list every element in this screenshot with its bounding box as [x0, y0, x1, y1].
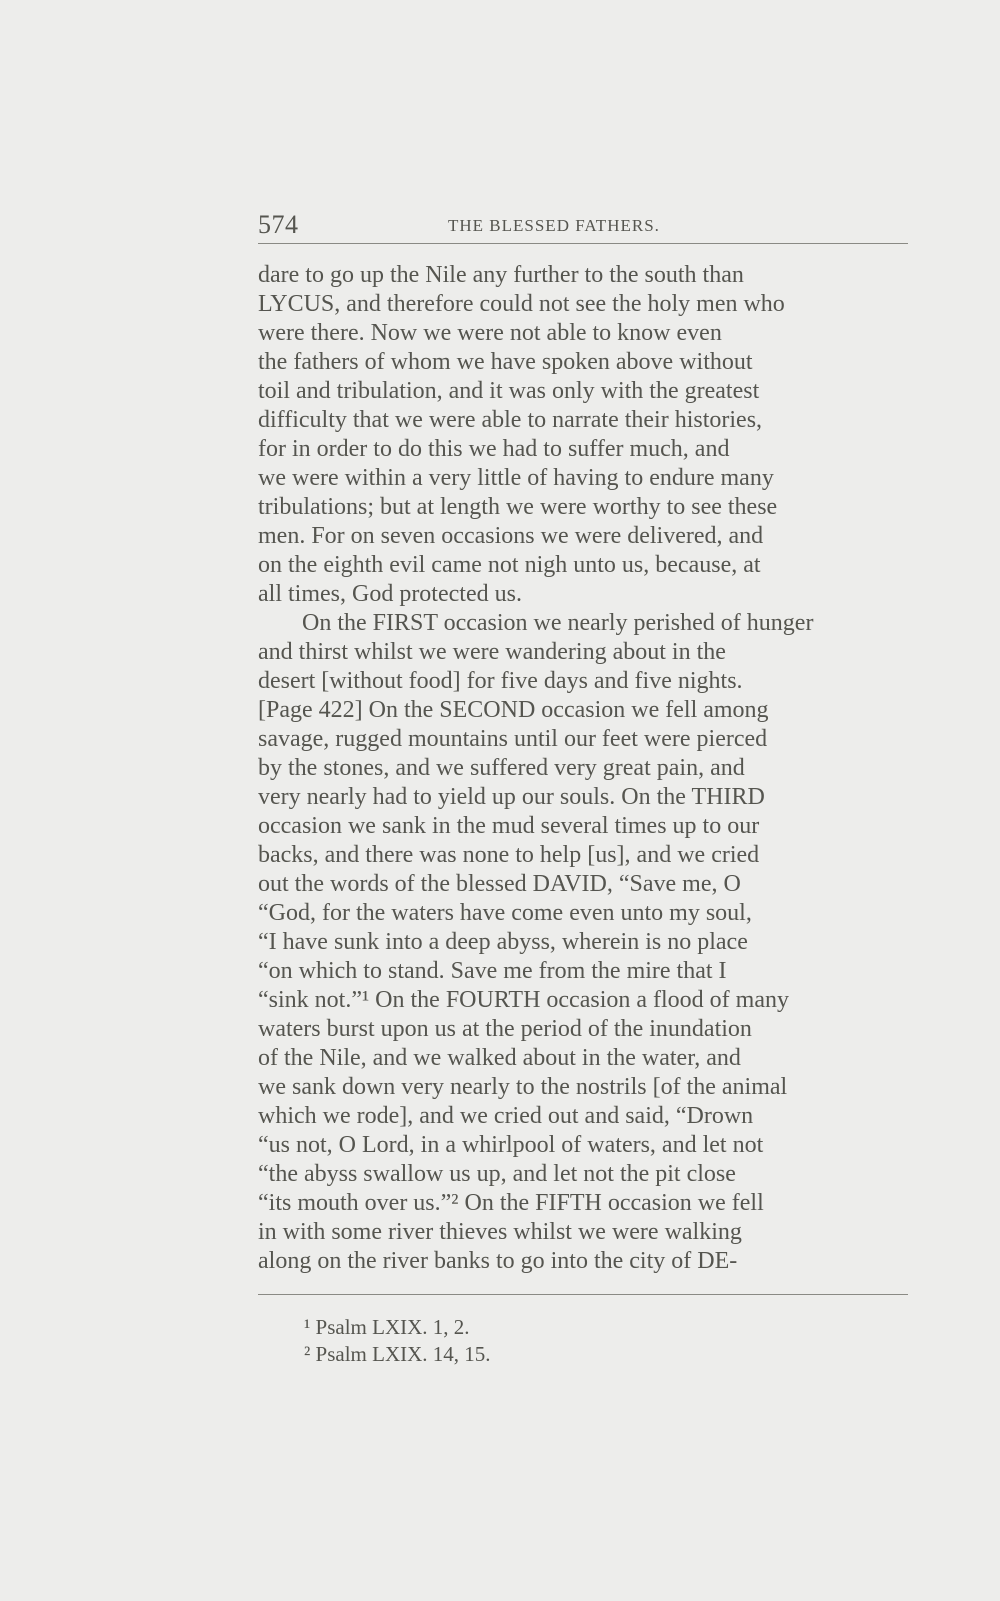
text-line: of the Nile, and we walked about in the water, and	[258, 1045, 741, 1071]
text-line: which we rode], and we cried out and said, “Drown	[258, 1103, 754, 1129]
footnote: ¹ Psalm LXIX. 1, 2.	[304, 1315, 470, 1339]
footnote-rule	[258, 1294, 908, 1295]
text-line: by the stones, and we suffered very great pain, and	[258, 755, 745, 781]
text-line: we sank down very nearly to the nostrils [of the animal	[258, 1074, 788, 1100]
text-line: dare to go up the Nile any further to the south than	[258, 262, 744, 288]
text-line: all times, God protected us.	[258, 581, 522, 607]
text-line: backs, and there was none to help [us], and we cried	[258, 842, 760, 868]
text-line: “on which to stand. Save me from the mire that I	[258, 958, 727, 984]
text-line: out the words of the blessed DAVID, “Save me, O	[258, 871, 741, 897]
paragraph-first-line: On the FIRST occasion we nearly perished of hunger	[302, 610, 814, 636]
text-line: for in order to do this we had to suffer much, and	[258, 436, 730, 462]
text-line: tribulations; but at length we were worthy to see these	[258, 494, 778, 520]
text-line: “its mouth over us.”² On the FIFTH occasion we fell	[258, 1190, 764, 1216]
text-line: very nearly had to yield up our souls. On the THIRD	[258, 784, 765, 810]
header-rule	[258, 243, 908, 244]
text-line: “I have sunk into a deep abyss, wherein is no place	[258, 929, 748, 955]
footnote: ² Psalm LXIX. 14, 15.	[304, 1342, 491, 1366]
text-line: difficulty that we were able to narrate their histories,	[258, 407, 763, 433]
text-line: were there. Now we were not able to know even	[258, 320, 722, 346]
text-line: savage, rugged mountains until our feet were pierced	[258, 726, 768, 752]
text-line: LYCUS, and therefore could not see the holy men who	[258, 291, 785, 317]
text-line: on the eighth evil came not nigh unto us, because, at	[258, 552, 761, 578]
footnotes	[304, 1314, 904, 1368]
text-line: men. For on seven occasions we were delivered, and	[258, 523, 764, 549]
text-line: [Page 422] On the SECOND occasion we fell among	[258, 697, 769, 723]
running-head	[258, 210, 908, 242]
text-line: toil and tribulation, and it was only with the greatest	[258, 378, 760, 404]
text-line: we were within a very little of having to endure many	[258, 465, 774, 491]
text-line: the fathers of whom we have spoken above without	[258, 349, 753, 375]
body-text	[258, 261, 918, 1276]
text-line: “us not, O Lord, in a whirlpool of waters, and let not	[258, 1132, 764, 1158]
text-line: “God, for the waters have come even unto my soul,	[258, 900, 752, 926]
text-line: along on the river banks to go into the city of DE-	[258, 1248, 738, 1274]
text-line: occasion we sank in the mud several times up to our	[258, 813, 760, 839]
running-title: THE BLESSED FATHERS.	[448, 216, 660, 235]
text-line: desert [without food] for five days and five nights.	[258, 668, 743, 694]
text-line: in with some river thieves whilst we were walking	[258, 1219, 742, 1245]
text-line: and thirst whilst we were wandering about in the	[258, 639, 726, 665]
text-line: “sink not.”¹ On the FOURTH occasion a flood of many	[258, 987, 789, 1013]
page-number: 574	[258, 210, 299, 239]
text-line: “the abyss swallow us up, and let not the pit close	[258, 1161, 736, 1187]
text-line: waters burst upon us at the period of the inundation	[258, 1016, 752, 1042]
